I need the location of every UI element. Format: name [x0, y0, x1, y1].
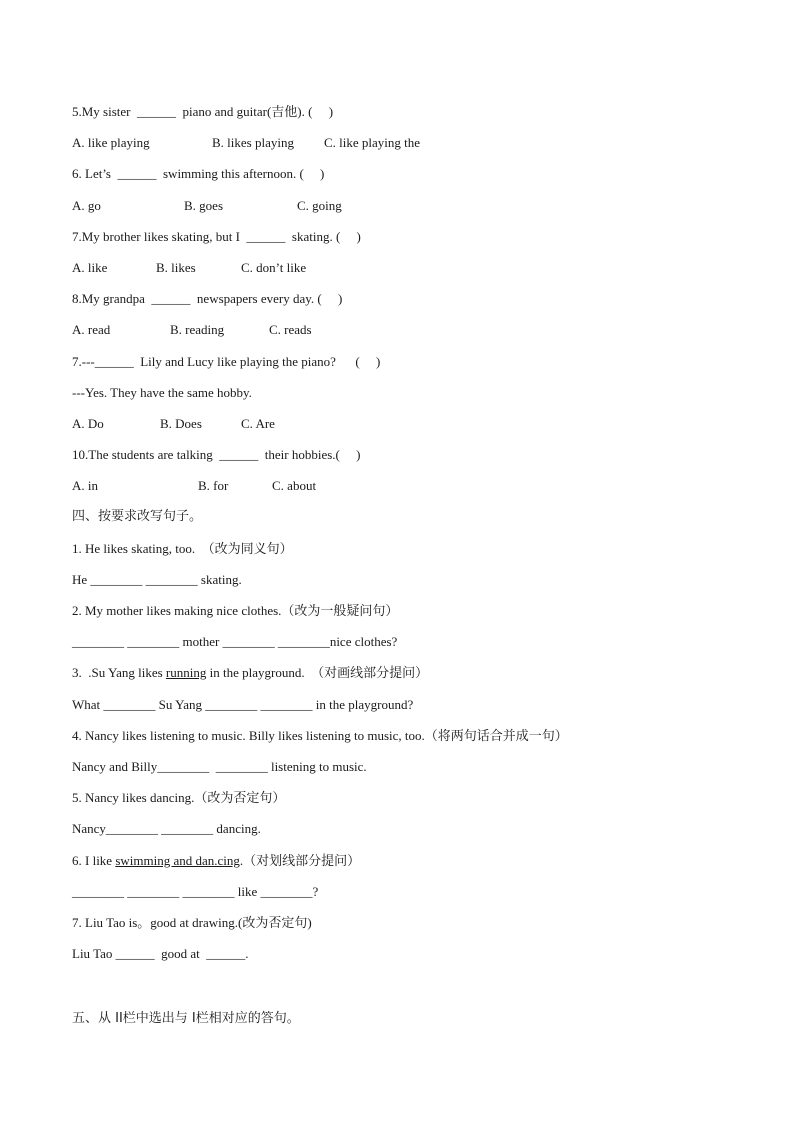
option: B. Does: [160, 415, 202, 431]
option: A. Do: [72, 415, 104, 431]
option: B. likes playing: [212, 135, 294, 151]
section-title: 五、从 II栏中选出与 I栏相对应的答句。: [72, 1011, 300, 1027]
answer-line: What ________ Su Yang ________ ________ in the playground?: [72, 696, 414, 712]
question-line: 6. Let’s ______ swimming this afternoon. ( ): [72, 166, 325, 182]
option: A. like: [72, 259, 108, 275]
options-line: [72, 413, 732, 444]
question-line: 4. Nancy likes listening to music. Billy likes listening to music, too.（将两句话合并成一句）: [72, 727, 568, 743]
section4: [72, 506, 732, 974]
option: C. don’t like: [241, 259, 307, 275]
question-line: 5. Nancy likes dancing.（改为否定句）: [72, 790, 286, 806]
answer-line: Nancy and Billy________ ________ listening to music.: [72, 758, 367, 774]
question-text: in the playground. （对画线部分提问）: [206, 665, 429, 681]
answer-line: Liu Tao ______ good at ______.: [72, 946, 249, 962]
answer-line: He ________ ________ skating.: [72, 571, 242, 587]
question-line: 7. Liu Tao is。good at drawing.(改为否定句): [72, 914, 312, 930]
option: C. reads: [269, 322, 312, 338]
worksheet-page: [72, 101, 732, 1039]
underlined-text: swimming and dan.cing: [115, 852, 240, 868]
option: C. like playing the: [324, 135, 421, 151]
option: B. goes: [184, 197, 223, 213]
question-line: 7.---______ Lily and Lucy like playing the piano? ( ): [72, 353, 381, 369]
question-text: .（对划线部分提问）: [239, 852, 361, 868]
section3: [72, 101, 732, 506]
options-line: [72, 132, 732, 163]
question-text: 3. .Su Yang likes: [72, 665, 166, 681]
option: C. going: [297, 197, 342, 213]
option: B. likes: [156, 259, 196, 275]
answer-line: ________ ________ ________ like ________?: [72, 883, 319, 899]
option: B. reading: [170, 322, 225, 338]
section-title: 四、按要求改写句子。: [72, 509, 203, 525]
options-line: [72, 475, 732, 506]
question-line: 2. My mother likes making nice clothes.（改为一般疑问句）: [72, 603, 399, 618]
answer-line: Nancy________ ________ dancing.: [72, 821, 261, 837]
options-line: [72, 319, 732, 350]
answer-line: ---Yes. They have the same hobby.: [72, 384, 252, 400]
blank-space: [72, 974, 732, 1008]
answer-line: ________ ________ mother ________ ________nice clothes?: [72, 634, 398, 650]
question-line: 10.The students are talking ______ their hobbies.( ): [72, 447, 361, 463]
question-line: 7.My brother likes skating, but I ______ skating. ( ): [72, 228, 361, 244]
option: C. Are: [241, 415, 275, 431]
options-line: [72, 195, 732, 226]
option: A. like playing: [72, 135, 150, 151]
option: A. go: [72, 197, 101, 213]
option: A. in: [72, 478, 98, 494]
question-line: 5.My sister ______ piano and guitar(吉他). ( ): [72, 104, 334, 119]
question-line: 1. He likes skating, too. （改为同义句）: [72, 540, 293, 556]
option: B. for: [198, 478, 229, 494]
question-line: [72, 662, 732, 693]
option: A. read: [72, 322, 111, 338]
question-text: 6. I like: [72, 852, 116, 868]
options-line: [72, 257, 732, 288]
underlined-text: running: [165, 665, 207, 681]
option: C. about: [272, 478, 317, 494]
question-line: [72, 850, 732, 881]
question-line: 8.My grandpa ______ newspapers every day. ( ): [72, 291, 343, 307]
